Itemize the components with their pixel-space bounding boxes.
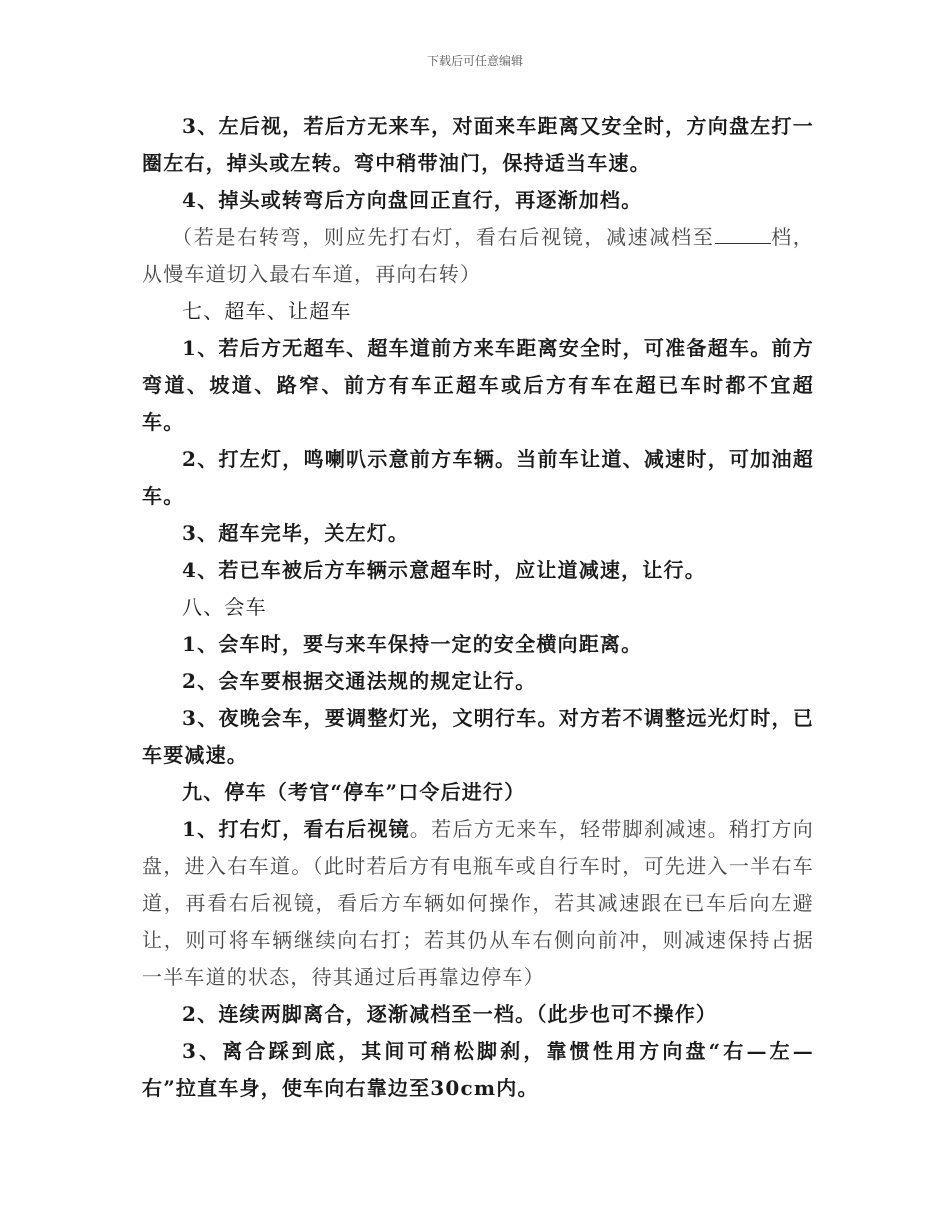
section-heading-meeting: 八、会车	[182, 595, 267, 619]
paragraph-overtake-signal: 2、打左灯，鸣喇叭示意前方车辆。当前车让道、减速时，可加油超车。	[142, 447, 814, 508]
paragraph-parking-steps	[142, 811, 814, 996]
paragraph-straighten-wheel: 4、掉头或转弯后方向盘回正直行，再逐渐加档。	[182, 188, 643, 212]
paragraph-meeting-rules: 2、会车要根据交通法规的规定让行。	[182, 669, 537, 693]
section-heading-overtaking: 七、超车、让超车	[182, 299, 352, 323]
paragraph-overtake-conditions: 1、若后方无超车、超车道前方来车距离安全时，可准备超车。前方弯道、坡道、路窄、前方有车正超车或后方有车在超已车时都不宜超车。	[142, 336, 814, 434]
page-header: 下载后可任意编辑	[426, 54, 523, 68]
paragraph-night-meeting: 3、夜晚会车，要调整灯光，文明行车。对方若不调整远光灯时，已车要减速。	[142, 706, 814, 767]
paragraph-overtake-complete: 3、超车完毕，关左灯。	[182, 521, 410, 545]
paragraph-meeting-distance: 1、会车时，要与来车保持一定的安全横向距离。	[182, 632, 643, 656]
fill-in-blank	[715, 225, 771, 244]
document-body	[142, 108, 814, 1107]
parking-step-lead: 1、打右灯，看右后视镜	[182, 817, 410, 841]
parking-step-detail: 。若后方无来车，轻带脚刹减速。稍打方向盘，进入右车道。（此时若后方有电瓶车或自行车时，可先进入一半右车道，再看右后视镜，看后方车辆如何操作，若其减速跟在已车后向左避让，则可将车辆继续向右打；若其仍从车右侧向前冲，则减速保持占据一半车道的状态，待其通过后再靠边停车）	[142, 817, 814, 989]
right-turn-note-part-1: （若是右转弯，则应先打右灯，看右后视镜，减速减档至	[172, 225, 715, 249]
right-turn-note-part-2: 档，从慢车道切入最右车道，再向右转）	[142, 225, 815, 286]
paragraph-clutch-downshift: 2、连续两脚离合，逐渐减档至一档。（此步也可不操作）	[182, 1002, 718, 1026]
paragraph-right-turn-note	[142, 219, 814, 293]
paragraph-yield-overtake: 4、若已车被后方车辆示意超车时，应让道减速，让行。	[182, 558, 706, 582]
paragraph-left-rear-view: 3、左后视，若后方无来车，对面来车距离又安全时，方向盘左打一圈左右，掉头或左转。弯中稍带油门，保持适当车速。	[142, 114, 814, 175]
section-heading-parking: 九、停车（考官“停车”口令后进行）	[182, 780, 526, 804]
paragraph-final-stop: 3、离合踩到底，其间可稍松脚刹，靠惯性用方向盘“右—左—右”拉直车身，使车向右靠边至30cm内。	[142, 1039, 814, 1100]
